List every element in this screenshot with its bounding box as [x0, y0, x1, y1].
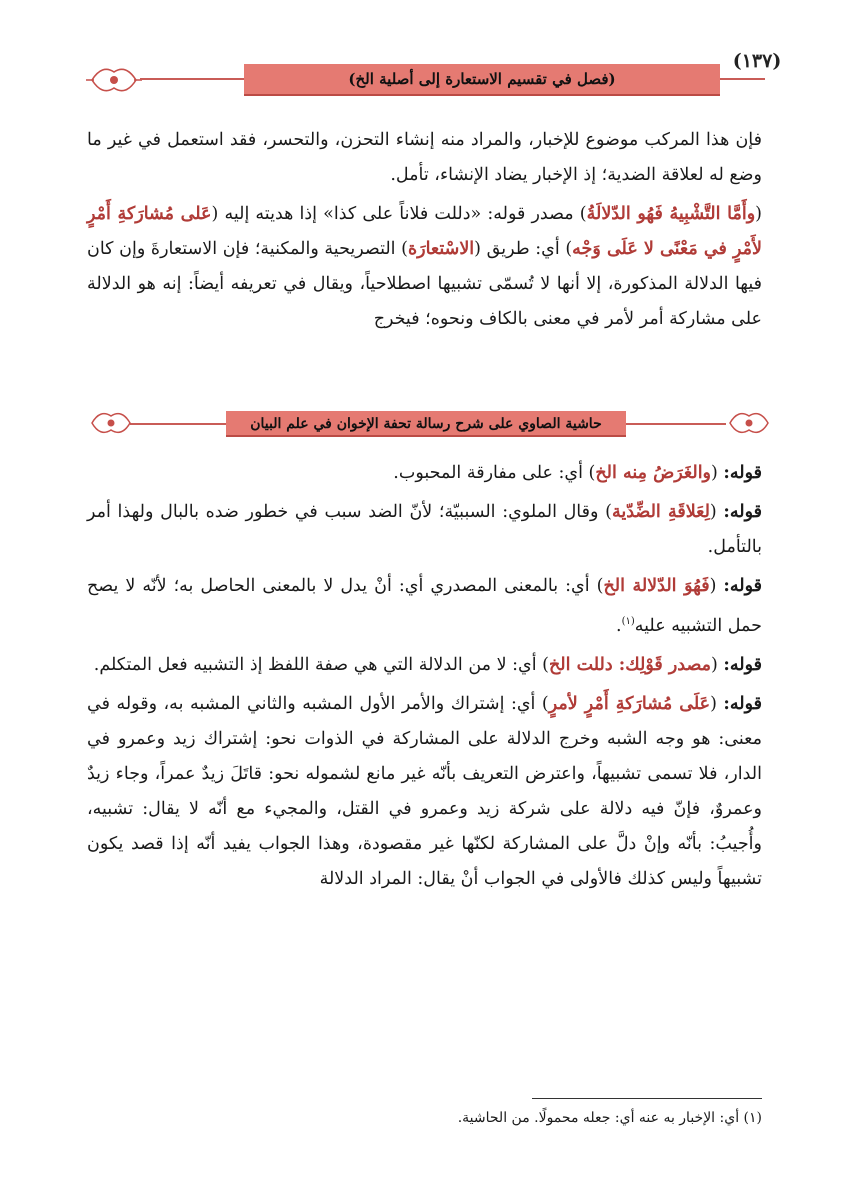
commentary-item-2: قوله: (لِعَلاقَةِ الضِّدّية) وقال الملوي: السببيّة؛ لأنّ الضد سبب في خطور ضده بالبال ولهذا أمر بالتأمل. — [87, 502, 763, 557]
commentary-item-1: قوله: (والغَرَضُ مِنه الخ) أي: على مفارقة المحبوب. — [393, 463, 762, 483]
lemma-4: مصدر قَوْلِك: دللت الخ — [549, 654, 712, 675]
term-tashbih: وأَمَّا التَّشْبِيهُ فَهُو الدّلالَةُ — [586, 204, 756, 224]
term-musharaka: عَلى مُشارَكةِ أَمْرٍ لأَمْرٍ في مَعْنًى لا عَلَى وَجْه — [87, 204, 762, 259]
commentary-text — [87, 456, 762, 901]
main-paragraph-1: فإن هذا المركب موضوع للإخبار، والمراد منه إنشاء التحزن، والتحسر، فقد استعمل في غير ما وضع له لعلاقة الضدية؛ إذ الإخبار يضاد الإنشاء، تأمل. — [87, 130, 762, 185]
lemma-3: فَهُوَ الدّلالة الخ — [603, 576, 710, 596]
header-top-rule-left — [140, 78, 244, 80]
header-top-rule-right — [720, 78, 765, 80]
ornament-left-top-icon — [84, 60, 144, 100]
main-paragraph-2: (وأَمَّا التَّشْبِيهُ فَهُو الدّلالَةُ) مصدر قوله: «دللت فلاناً على كذا» إذا هديته إليه (عَلى مُشارَكةِ أَمْرٍ لأَمْرٍ في مَعْنًى لا عَلَى وَجْه) أي: طريق (الاسْتعارَة) التصريحية والمكنية؛ فإن الاستعارةَ وإن كان فيها الدلالة المذكورة، إلا أنها لا تُسمّى تشبيها اصطلاحياً، ويقال في تعريفه أيضاً: إنه هو الدلالة على مشاركة أمر لأمر في معنى بالكاف ونحوه؛ فيخرج — [87, 204, 762, 329]
footnote-rule — [532, 1098, 762, 1099]
page-number: (١٣٧) — [732, 50, 782, 72]
commentary-item-3: قوله: (فَهُوَ الدّلالة الخ) أي: بالمعنى المصدري أي: أنْ يدل لا بالمعنى الحاصل به؛ لأنّه لا يصح حمل التشبيه عليه$^{(١)}$. — [87, 576, 762, 636]
lemma-1: والغَرَضُ مِنه الخ — [595, 463, 712, 483]
lemma-5: عَلَى مُشارَكةِ أَمْرٍ لأمرٍ — [548, 693, 711, 714]
commentary-header: حاشية الصاوي على شرح رسالة تحفة الإخوان في علم البيان — [226, 411, 626, 437]
ornament-left-mid-icon — [86, 404, 136, 442]
header-mid-rule-right — [626, 423, 726, 425]
ornament-right-mid-icon — [724, 404, 774, 442]
footnote-ref[interactable]: (١) — [621, 616, 635, 627]
footnote: (١) أي: الإخبار به عنه أي: جعله محمولًا. من الحاشية. — [457, 1110, 762, 1126]
term-istiara: الاسْتعارَة — [407, 239, 475, 259]
chapter-header: (فصل في تقسيم الاستعارة إلى أصلية الخ) — [244, 64, 720, 96]
header-mid-rule-left — [130, 423, 226, 425]
commentary-item-5: قوله: (عَلَى مُشارَكةِ أَمْرٍ لأمرٍ) أي: إشتراك والأمر الأول المشبه والثاني المشبه به، وقوله في معنى: هو وجه الشبه وخرج الدلالة على المشاركة في الذوات نحو: إشتراك زيد وعمرو في الدار، فلا تسمى تشبيهاً، واعترض التعريف بأنّه غير مانع لشموله نحو: قاتَلَ زيدٌ عمراً، وجاء زيدٌ وعمروٌ، فإنّ فيه دلالة على شركة زيد وعمرو في القتل، والمجيء مع أنّه لا يقال: تشبيه، وأُجيبُ: بأنّه وإنْ دلَّ على المشاركة لكنّها غير مقصودة، وهذا الجواب يفيد أنّه إذا قصد يكون تشبيهاً وليس كذلك فالأولى في الجواب أنْ يقال: المراد الدلالة — [87, 693, 763, 889]
lemma-2: لِعَلاقَةِ الضِّدّية — [611, 502, 710, 522]
main-text — [87, 123, 762, 341]
commentary-item-4: قوله: (مصدر قَوْلِك: دللت الخ) أي: لا من الدلالة التي هي صفة اللفظ إذ التشبيه فعل المتكلم. — [93, 654, 762, 675]
